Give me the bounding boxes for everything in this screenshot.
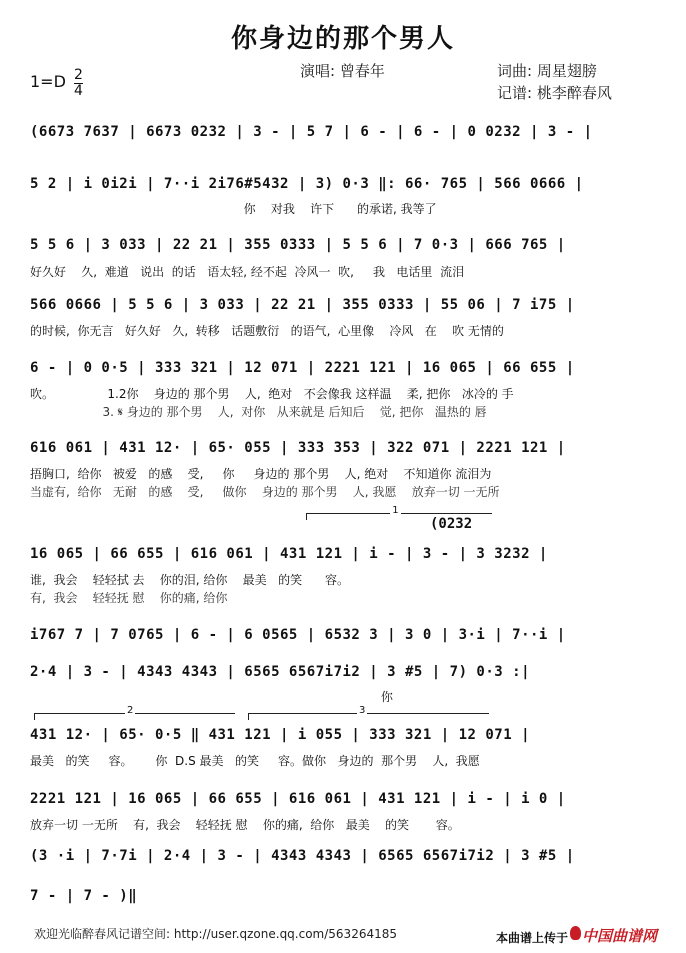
singer-credit: 演唱: 曾春年 [300, 62, 385, 80]
score-system [30, 124, 660, 154]
notation-line: (6673 7637 | 6673 0232 | 3 - | 5 7 | 6 - | 6 - | 0 0232 | 3 - | [30, 124, 593, 140]
score-system [30, 664, 660, 704]
lyric-line: 放弃一切 一无所 有, 我会 轻轻抚 慰 你的痛, 给你 最美 的笑 容。 [30, 818, 460, 832]
footer-url-text: 欢迎光临醉春风记谱空间: http://user.qzone.qq.com/563264185 [34, 927, 398, 941]
score-system [30, 440, 660, 499]
lyric-line: 你 对我 许下 的承诺, 我等了 [30, 202, 437, 216]
score-system [30, 546, 660, 605]
score-system [30, 888, 660, 918]
score-system [30, 237, 660, 279]
volta-bracket [248, 705, 489, 720]
notation-line: 5 2 | i 0i2i | 7··i 2i76#5432 | 3) 0·3 ‖: 66· 765 | 566 0666 | [30, 176, 584, 192]
site-logo[interactable]: 中国曲谱网 [582, 927, 658, 945]
song-title: 你身边的那个男人 [230, 24, 455, 54]
notation-line: 431 12· | 65· 0·5 ‖ 431 121 | i 055 | 333 321 | 12 071 | [30, 727, 531, 743]
notation-line: 16 065 | 66 655 | 616 061 | 431 121 | i - | 3 - | 3 3232 | [30, 546, 548, 562]
time-signature-top: 2 [74, 67, 83, 83]
volta-number: 2 [127, 705, 134, 716]
lyrics-music-credit: 词曲: 周星翅膀 [497, 62, 597, 80]
notation-line: 566 0666 | 5 5 6 | 3 033 | 22 21 | 355 0333 | 55 06 | 7 i75 | [30, 297, 575, 313]
score-system [30, 176, 660, 216]
transcriber-credit: 记谱: 桃李醉春风 [497, 84, 612, 102]
notation-line: i767 7 | 7 0765 | 6 - | 6 0565 | 6532 3 | 3 0 | 3·i | 7··i | [30, 627, 566, 643]
score-system [30, 791, 660, 832]
notation-line: (3 ·i | 7·7i | 2·4 | 3 - | 4343 4343 | 6565 6567i7i2 | 3 #5 | [30, 848, 575, 864]
notation-line: 5 5 6 | 3 033 | 22 21 | 355 0333 | 5 5 6 | 7 0·3 | 666 765 | [30, 237, 566, 253]
volta-bracket [34, 705, 235, 720]
site-logo-icon [570, 926, 581, 940]
score-system [30, 360, 660, 419]
lyric-line: 谁, 我会 轻轻拭 去 你的泪, 给你 最美 的笑 容。 [30, 573, 349, 587]
interlude-fragment: (0232 [430, 516, 473, 532]
lyric-line: 有, 我会 轻轻抚 慰 你的痛, 给你 [30, 591, 228, 605]
volta-number: 1 [392, 505, 399, 516]
notation-line: 6 - | 0 0·5 | 333 321 | 12 071 | 2221 121 | 16 065 | 66 655 | [30, 360, 575, 376]
notation-line: 616 061 | 431 12· | 65· 055 | 333 353 | 322 071 | 2221 121 | [30, 440, 566, 456]
score-system [30, 727, 660, 768]
lyric-line: 你 [30, 690, 393, 704]
footer-upload-text: 本曲谱上传于 [496, 931, 569, 945]
lyric-line: 当虚有, 给你 无耐 的感 受, 做你 身边的 那个男 人, 我愿 放弃一切 一无所 [30, 485, 500, 499]
lyric-line: 吹。 1.2你 身边的 那个男 人, 绝对 不会像我 这样温 柔, 把你 冰冷的 手 [30, 387, 514, 401]
volta-number: 3 [359, 705, 366, 716]
score-system [30, 848, 660, 878]
lyric-line: 最美 的笑 容。 你 D.S 最美 的笑 容。做你 身边的 那个男 人, 我愿 [30, 754, 480, 768]
notation-line: 2221 121 | 16 065 | 66 655 | 616 061 | 431 121 | i - | i 0 | [30, 791, 566, 807]
notation-line: 7 - | 7 - )‖ [30, 888, 138, 904]
lyric-line: 好久好 久, 难道 说出 的话 语太轻, 经不起 冷风一 吹, 我 电话里 流泪 [30, 265, 465, 279]
time-signature-bottom: 4 [74, 83, 83, 99]
lyric-line: 捂胸口, 给你 被爱 的感 受, 你 身边的 那个男 人, 绝对 不知道你 流泪为 [30, 467, 492, 481]
score-system [30, 627, 660, 657]
time-signature [74, 68, 83, 99]
lyric-line: 的时候, 你无言 好久好 久, 转移 话题敷衍 的语气, 心里像 冷风 在 吹 无情的 [30, 324, 504, 338]
notation-line: 2·4 | 3 - | 4343 4343 | 6565 6567i7i2 | 3 #5 | 7) 0·3 :| [30, 664, 531, 680]
lyric-line: 3. 𝄋 身边的 那个男 人, 对你 从来就是 后知后 觉, 把你 温热的 唇 [30, 405, 487, 419]
score-system [30, 297, 660, 338]
key-signature: 1=D [30, 72, 66, 91]
